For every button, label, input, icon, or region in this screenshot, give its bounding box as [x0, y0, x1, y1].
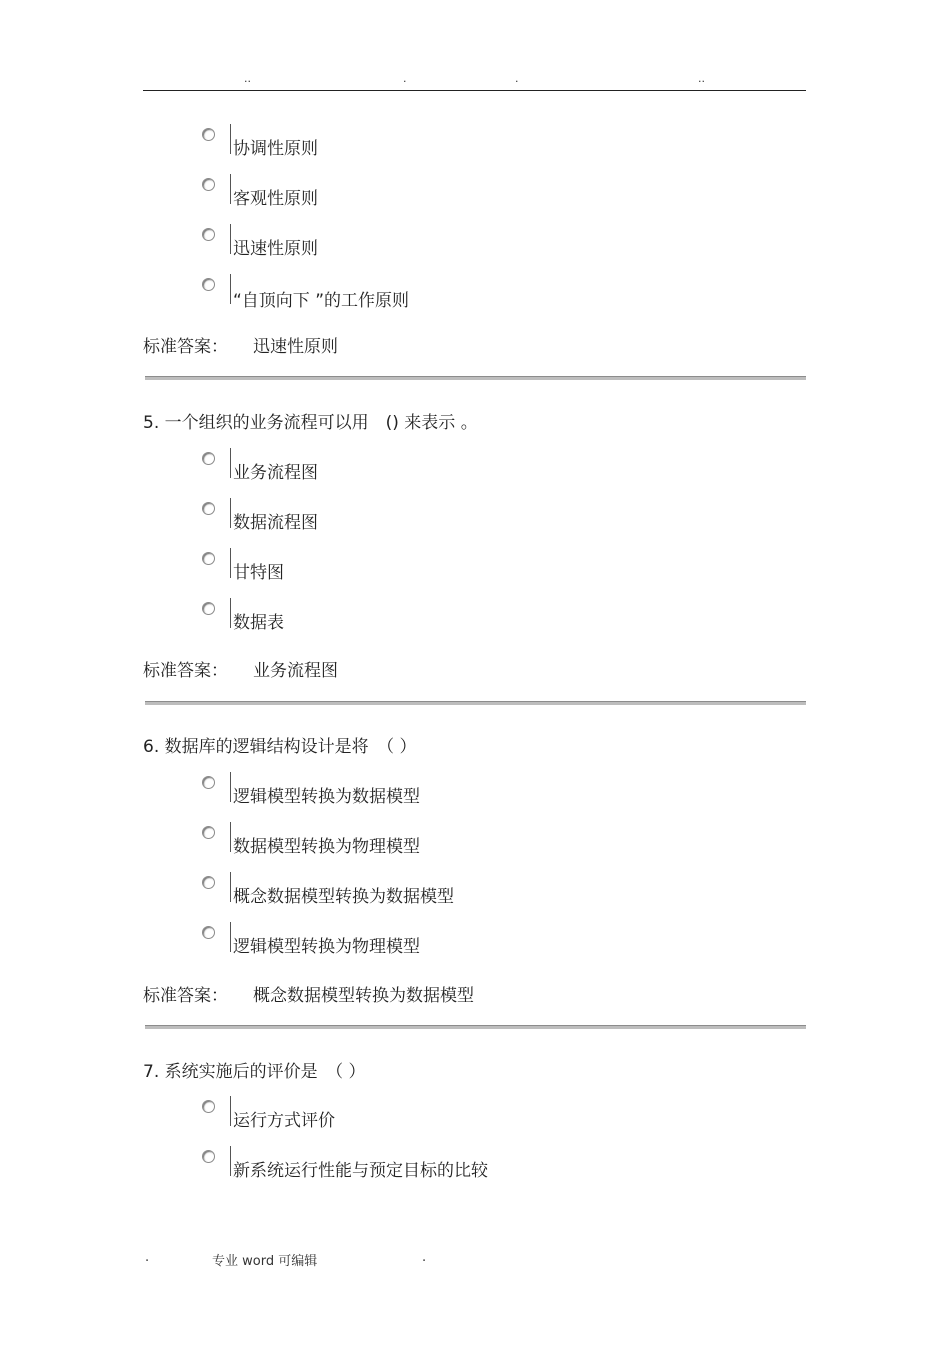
- option-label: 数据流程图: [233, 513, 318, 533]
- option-divider: [230, 274, 231, 304]
- q6-option[interactable]: [202, 772, 802, 807]
- answer-label: 标准答案：: [143, 337, 228, 357]
- option-divider: [230, 872, 231, 902]
- option-label: 新系统运行性能与预定目标的比较: [233, 1161, 488, 1181]
- radio-button-icon[interactable]: [202, 1150, 215, 1163]
- q4-option[interactable]: [202, 224, 802, 259]
- answer-value: 概念数据模型转换为数据模型: [253, 986, 474, 1006]
- section-divider: [145, 376, 806, 380]
- q5-answer: [143, 656, 338, 681]
- q5-question: 5. 一个组织的业务流程可以用 () 来表示 。: [143, 413, 478, 433]
- option-label: 业务流程图: [233, 463, 318, 483]
- option-label: 数据模型转换为物理模型: [233, 837, 420, 857]
- q6-option[interactable]: [202, 872, 802, 907]
- option-divider: [230, 548, 231, 578]
- radio-button-icon[interactable]: [202, 452, 215, 465]
- option-label: 协调性原则: [233, 139, 318, 159]
- radio-button-icon[interactable]: [202, 278, 215, 291]
- q7-question: 7. 系统实施后的评价是 （ ）: [143, 1062, 366, 1082]
- option-divider: [230, 922, 231, 952]
- header-mark: ..: [698, 72, 705, 85]
- footer-dot: .: [145, 1250, 150, 1265]
- q5-option[interactable]: [202, 598, 802, 633]
- option-label: 概念数据模型转换为数据模型: [233, 887, 454, 907]
- option-divider: [230, 448, 231, 478]
- option-label: 数据表: [233, 613, 284, 633]
- radio-button-icon[interactable]: [202, 826, 215, 839]
- radio-button-icon[interactable]: [202, 602, 215, 615]
- option-divider: [230, 598, 231, 628]
- answer-label: 标准答案：: [143, 661, 228, 681]
- answer-label: 标准答案：: [143, 986, 228, 1006]
- option-label: 逻辑模型转换为物理模型: [233, 937, 420, 957]
- q5-option[interactable]: [202, 448, 802, 483]
- option-divider: [230, 1096, 231, 1126]
- option-label: “自顶向下 ”的工作原则: [233, 291, 410, 311]
- radio-button-icon[interactable]: [202, 776, 215, 789]
- radio-button-icon[interactable]: [202, 876, 215, 889]
- option-divider: [230, 224, 231, 254]
- q6-option[interactable]: [202, 822, 802, 857]
- option-divider: [230, 124, 231, 154]
- radio-button-icon[interactable]: [202, 552, 215, 565]
- q5-option[interactable]: [202, 548, 802, 583]
- header-mark: .: [403, 72, 407, 85]
- q6-option[interactable]: [202, 922, 802, 957]
- q4-answer: [143, 332, 338, 357]
- footer-dot: .: [422, 1250, 427, 1265]
- option-divider: [230, 822, 231, 852]
- option-divider: [230, 772, 231, 802]
- option-label: 客观性原则: [233, 189, 318, 209]
- answer-value: 业务流程图: [253, 661, 338, 681]
- footer-text: 专业 word 可编辑: [212, 1254, 318, 1269]
- radio-button-icon[interactable]: [202, 228, 215, 241]
- q4-option[interactable]: [202, 124, 802, 159]
- option-label: 逻辑模型转换为数据模型: [233, 787, 420, 807]
- option-label: 迅速性原则: [233, 239, 318, 259]
- radio-button-icon[interactable]: [202, 926, 215, 939]
- q7-option[interactable]: [202, 1096, 802, 1131]
- q4-option[interactable]: [202, 274, 802, 311]
- answer-value: 迅速性原则: [253, 337, 338, 357]
- option-label: 甘特图: [233, 563, 284, 583]
- section-divider: [145, 701, 806, 705]
- radio-button-icon[interactable]: [202, 178, 215, 191]
- header-mark: ..: [244, 72, 251, 85]
- page-footer: [0, 1250, 950, 1270]
- q5-option[interactable]: [202, 498, 802, 533]
- q7-option[interactable]: [202, 1146, 802, 1181]
- page-header: [0, 72, 950, 88]
- radio-button-icon[interactable]: [202, 128, 215, 141]
- q6-answer: [143, 981, 474, 1006]
- option-divider: [230, 498, 231, 528]
- section-divider: [145, 1025, 806, 1029]
- q6-question: 6. 数据库的逻辑结构设计是将 （ ）: [143, 737, 417, 757]
- header-rule: [143, 90, 806, 91]
- radio-button-icon[interactable]: [202, 1100, 215, 1113]
- option-divider: [230, 174, 231, 204]
- q4-option[interactable]: [202, 174, 802, 209]
- radio-button-icon[interactable]: [202, 502, 215, 515]
- option-divider: [230, 1146, 231, 1176]
- header-mark: .: [515, 72, 519, 85]
- option-label: 运行方式评价: [233, 1111, 335, 1131]
